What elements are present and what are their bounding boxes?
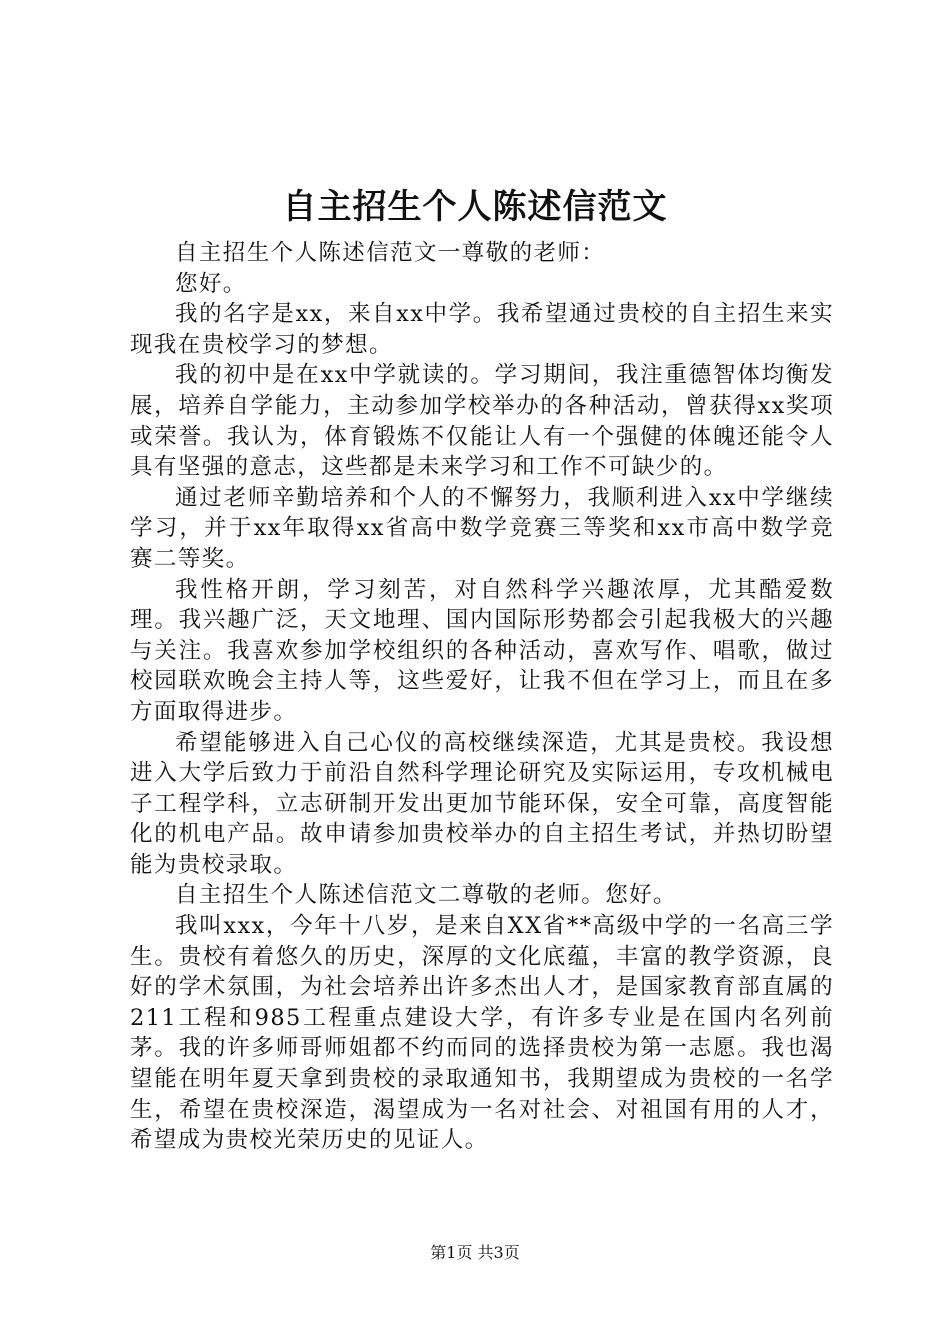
paragraph-hello: 您好。: [175, 270, 247, 297]
document-body: [130, 238, 834, 1156]
paragraph-junior-school: 我的初中是在xx中学就读的。学习期间，我注重德智体均衡发展，培养自学能力，主动参加学校举办的各种活动，曾获得xx奖项或荣誉。我认为，体育锻炼不仅能让人有一个强健的体魄还能令人具有坚强的意志，这些都是未来学习和工作不可缺少的。: [130, 362, 834, 481]
paragraph-greeting-2: 自主招生个人陈述信范文二尊敬的老师。您好。: [175, 882, 677, 909]
paragraph-personality: 我性格开朗，学习刻苦，对自然科学兴趣浓厚，尤其酷爱数理。我兴趣广泛，天文地理、国内国际形势都会引起我极大的兴趣与关注。我喜欢参加学校组织的各种活动，喜欢写作、唱歌，做过校园联欢晚会主持人等，这些爱好，让我不但在学习上，而且在多方面取得进步。: [130, 576, 834, 725]
paragraph-intro: 我的名字是xx，来自xx中学。我希望通过贵校的自主招生来实现我在贵校学习的梦想。: [130, 301, 834, 358]
paragraph-aspiration: 希望能够进入自己心仪的高校继续深造，尤其是贵校。我设想进入大学后致力于前沿自然科学理论研究及实际运用，专攻机械电子工程学科，立志研制开发出更加节能环保，安全可靠，高度智能化的机电产品。故申请参加贵校举办的自主招生考试，并热切盼望能为贵校录取。: [130, 729, 834, 878]
document-title: 自主招生个人陈述信范文: [282, 187, 668, 227]
paragraph-awards: 通过老师辛勤培养和个人的不懈努力，我顺利进入xx中学继续学习，并于xx年取得xx省高中数学竞赛三等奖和xx市高中数学竞赛二等奖。: [130, 484, 834, 572]
paragraph-second-letter: 我叫xxx，今年十八岁，是来自XX省**高级中学的一名高三学生。贵校有着悠久的历史，深厚的文化底蕴，丰富的教学资源，良好的学术氛围，为社会培养出许多杰出人才，是国家教育部直属的211工程和985工程重点建设大学，有许多专业是在国内名列前茅。我的许多师哥师姐都不约而同的选择贵校为第一志愿。我也渴望能在明年夏天拿到贵校的录取通知书，我期望成为贵校的一名学生，希望在贵校深造，渴望成为一名对社会、对祖国有用的人才，希望成为贵校光荣历史的见证人。: [130, 913, 834, 1154]
paragraph-greeting-1: 自主招生个人陈述信范文一尊敬的老师：: [175, 240, 606, 266]
page-number-footer: 第1页 共3页: [430, 1243, 520, 1262]
